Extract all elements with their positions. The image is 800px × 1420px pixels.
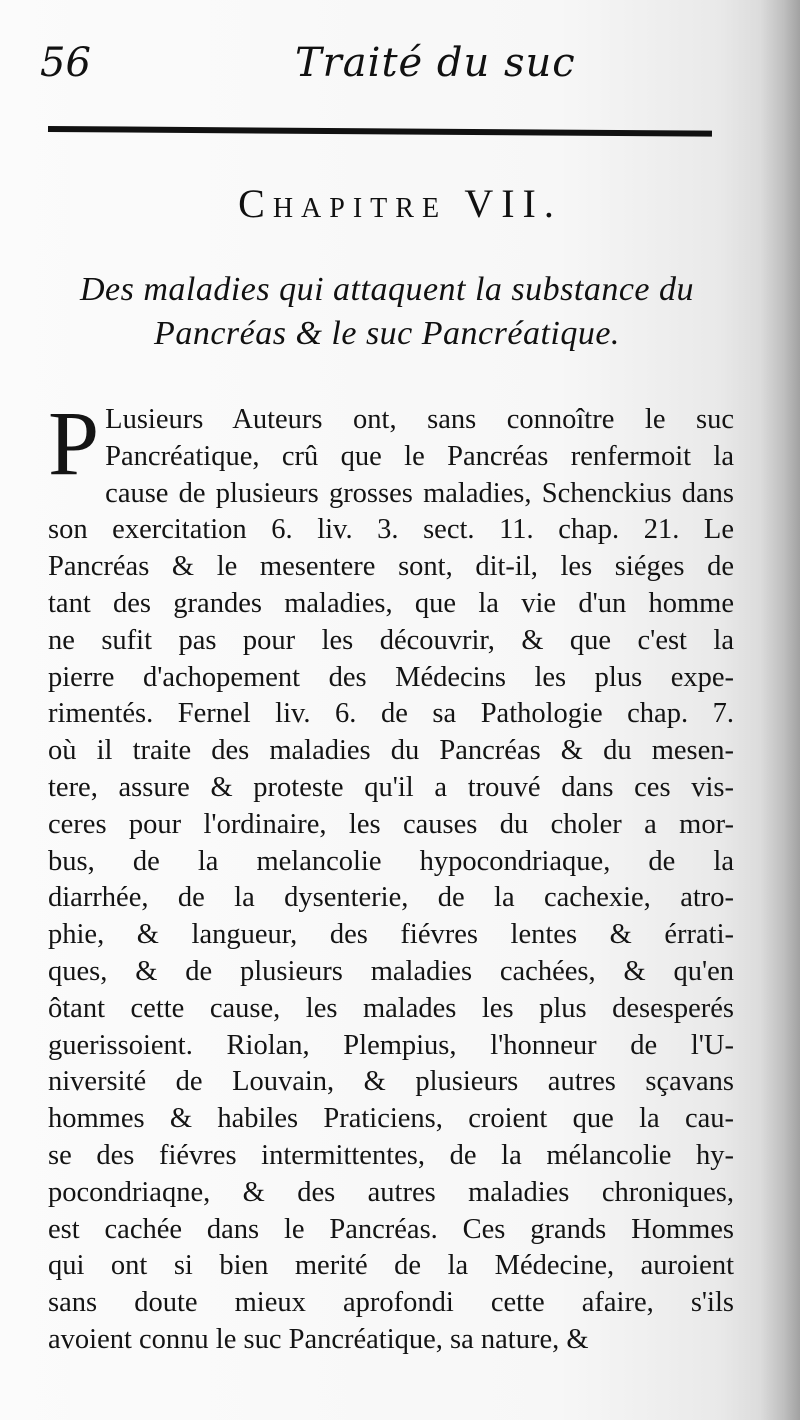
running-title: Traité du suc: [295, 40, 576, 86]
drop-cap: P: [48, 392, 100, 494]
text-line: ques, & de plusieurs maladies cachées, & qu'en: [48, 955, 734, 987]
text-line: est cachée dans le Pancréas. Ces grands Hommes: [48, 1213, 734, 1245]
chapter-subtitle: [42, 268, 732, 356]
chapter-subtitle-line: Pancréas & le suc Pancréatique.: [154, 315, 620, 352]
text-line: tere, assure & proteste qu'il a trouvé dans ces vis-: [48, 771, 734, 803]
page-number: 56: [40, 40, 91, 86]
text-line: niversité de Louvain, & plusieurs autres sçavans: [48, 1066, 734, 1098]
text-line: hommes & habiles Praticiens, croient que la cau-: [48, 1103, 734, 1135]
text-line: pocondriaqne, & des autres maladies chroniques,: [48, 1176, 734, 1208]
text-line: qui ont si bien merité de la Médecine, auroient: [48, 1250, 734, 1282]
text-line: son exercitation 6. liv. 3. sect. 11. chap. 21. Le: [48, 514, 734, 546]
text-line: avoient connu le suc Pancréatique, sa nature, &: [48, 1323, 589, 1355]
text-line: cause de plusieurs grosses maladies, Schenckius dans: [105, 477, 734, 509]
text-line: rimentés. Fernel liv. 6. de sa Pathologie chap. 7.: [48, 698, 734, 730]
text-line: se des fiévres intermittentes, de la mélancolie hy-: [48, 1139, 734, 1171]
text-line: bus, de la melancolie hypocondriaque, de la: [48, 845, 734, 877]
text-line: Pancréas & le mesentere sont, dit-il, les siéges de: [48, 551, 734, 583]
text-line: diarrhée, de la dysenterie, de la cachexie, atro-: [48, 882, 734, 914]
text-line: ceres pour l'ordinaire, les causes du choler a mor-: [48, 808, 734, 840]
running-head: [40, 40, 740, 100]
body-paragraph: [48, 392, 734, 1359]
text-line: sans doute mieux aprofondi cette afaire, s'ils: [48, 1287, 734, 1319]
text-line: où il traite des maladies du Pancréas & du mesen-: [48, 735, 734, 767]
text-line: tant des grandes maladies, que la vie d'un homme: [48, 587, 734, 619]
text-line: Pancréatique, crû que le Pancréas renfermoit la: [105, 440, 734, 472]
chapter-heading: Chapitre VII.: [238, 181, 562, 226]
header-rule: [48, 126, 712, 137]
text-line: guerissoient. Riolan, Plempius, l'honneur de l'U-: [48, 1029, 734, 1061]
chapter-subtitle-line: Des maladies qui attaquent la substance du: [79, 271, 695, 308]
text-line: pierre d'achopement des Médecins les plus expe-: [48, 661, 734, 693]
text-line: phie, & langueur, des fiévres lentes & érrati-: [48, 919, 734, 951]
text-line: Lusieurs Auteurs ont, sans connoître le suc: [105, 404, 734, 435]
text-line: ne sufit pas pour les découvrir, & que c'est la: [48, 624, 734, 656]
text-line: ôtant cette cause, les malades les plus desesperés: [48, 992, 734, 1024]
